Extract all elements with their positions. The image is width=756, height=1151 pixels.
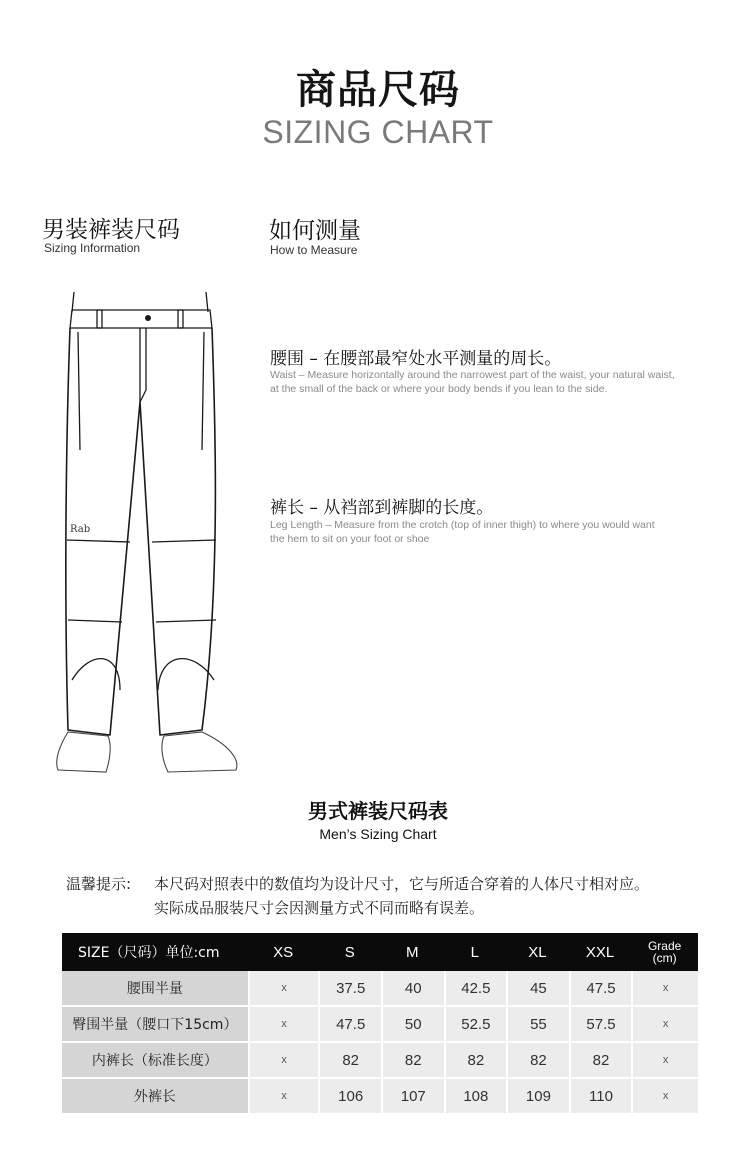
table-cell: 55 [506,1007,569,1043]
column-header: XXL [569,933,632,971]
page-title: 商品尺码 [296,67,460,113]
table-cell: 57.5 [569,1007,632,1043]
table-cell: x [248,1079,319,1115]
table-cell: x [631,1007,698,1043]
size-table [62,933,698,1115]
table-body [62,971,698,1115]
table-cell: x [631,1043,698,1079]
how-to-measure-subtitle: How to Measure [270,243,358,257]
column-header-grade [631,933,698,971]
waist-heading: 腰围 – 在腰部最窄处水平测量的周长。 [270,349,562,369]
row-label: 臀围半量（腰口下15cm） [62,1007,248,1043]
leg-desc-line: the hem to sit on your foot or shoe [270,533,430,545]
table-row [62,971,698,1007]
table-cell: 50 [381,1007,444,1043]
column-header: XS [248,933,319,971]
row-label: 内裤长（标准长度） [62,1043,248,1079]
table-cell: 109 [506,1079,569,1115]
table-cell: x [248,971,319,1007]
table-cell: x [248,1007,319,1043]
grade-unit: (cm) [652,951,677,965]
table-header-row [62,933,698,971]
table-cell: 82 [381,1043,444,1079]
row-label: 腰围半量 [62,971,248,1007]
waist-description [270,368,720,396]
table-cell: x [631,971,698,1007]
table-cell: 82 [444,1043,507,1079]
tip-line: 本尺码对照表中的数值均为设计尺寸，它与所适合穿着的人体尺寸相对应。 [154,875,650,893]
tip-label: 温馨提示: [66,875,132,893]
table-cell: 52.5 [444,1007,507,1043]
waist-desc-line: Waist – Measure horizontally around the narrowest part of the waist, your natural waist, [270,369,675,381]
tip-line: 实际成品服装尺寸会因测量方式不同而略有误差。 [154,899,485,917]
table-cell: 40 [381,971,444,1007]
table-cell: 106 [318,1079,381,1115]
table-cell: 107 [381,1079,444,1115]
table-cell: 82 [318,1043,381,1079]
table-cell: 37.5 [318,971,381,1007]
table-cell: x [248,1043,319,1079]
table-row [62,1043,698,1079]
table-row [62,1007,698,1043]
table-cell: 45 [506,971,569,1007]
how-to-measure-title: 如何测量 [269,218,361,244]
table-cell: x [631,1079,698,1115]
waist-desc-line: at the small of the back or where your body bends if you lean to the side. [270,383,608,395]
table-cell: 110 [569,1079,632,1115]
table-cell: 108 [444,1079,507,1115]
brand-logo: Rab [70,524,91,535]
table-cell: 82 [506,1043,569,1079]
pants-illustration [50,290,250,780]
sizing-info-subtitle: Sizing Information [44,241,141,255]
table-cell: 47.5 [318,1007,381,1043]
leg-desc-line: Leg Length – Measure from the crotch (top of inner thigh) to where you would want [270,519,655,531]
table-cell: 47.5 [569,971,632,1007]
table-cell: 42.5 [444,971,507,1007]
column-header: L [444,933,507,971]
chart-subtitle: Men’s Sizing Chart [319,826,437,842]
column-header: M [381,933,444,971]
column-header: SIZE（尺码）单位:cm [62,933,248,971]
sizing-info-title: 男装裤装尺码 [42,217,180,243]
grade-label: Grade [647,939,682,953]
chart-title: 男式裤装尺码表 [308,799,448,823]
page-subtitle: SIZING CHART [262,114,494,150]
table-row [62,1079,698,1115]
row-label: 外裤长 [62,1079,248,1115]
table-cell: 82 [569,1043,632,1079]
leg-description [270,518,720,546]
column-header: S [318,933,381,971]
column-header: XL [506,933,569,971]
leg-heading: 裤长 – 从裆部到裤脚的长度。 [270,498,494,518]
